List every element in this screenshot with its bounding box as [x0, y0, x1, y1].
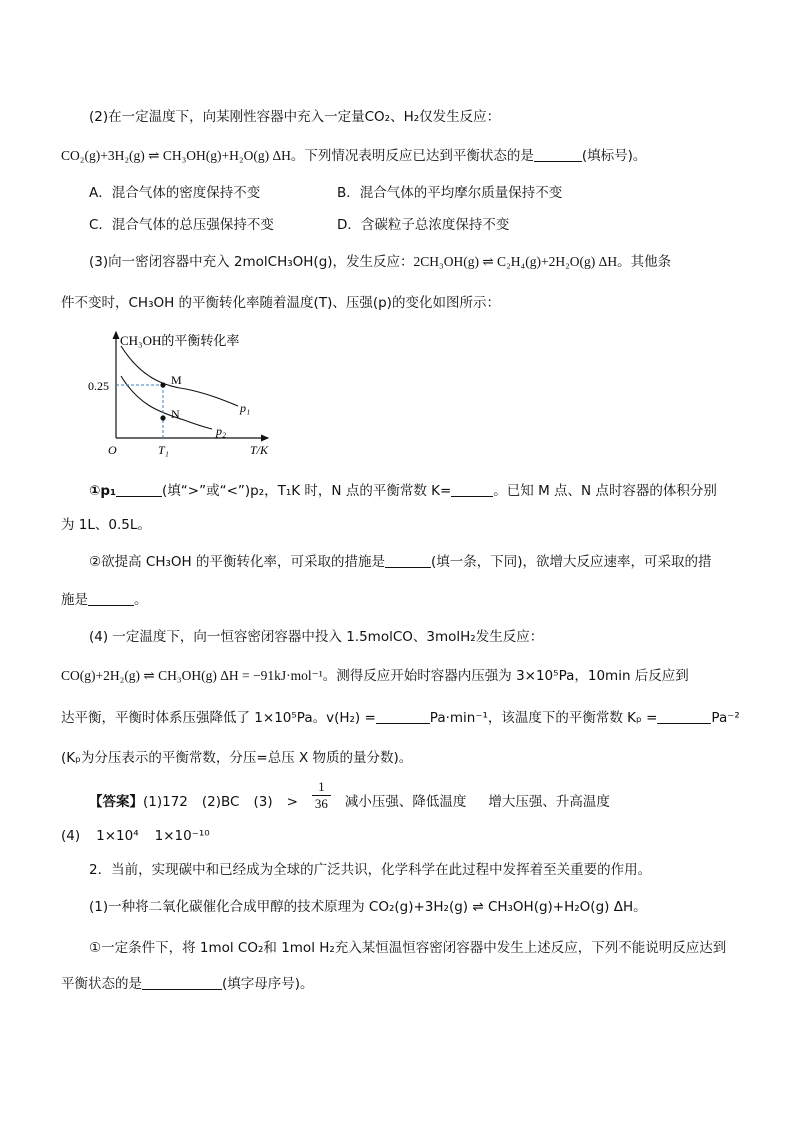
q4-line2-a: 达平衡，平衡时体系压强降低了 1×10⁵Pa。v(H₂) = [61, 710, 376, 726]
answer-part4-b: 1×10⁻¹⁰ [154, 828, 210, 844]
q3-sub2-line2-a: 施是 [61, 592, 88, 608]
q-next-line4-a: 平衡状态的是 [61, 976, 142, 992]
q3-intro-line [89, 252, 671, 272]
q3-sub1-c: 。已知 M 点、N 点时容器的体积分别 [493, 483, 717, 499]
q2-tail: 。下列情况表明反应已达到平衡状态的是 [290, 148, 534, 164]
q-next-line4-b: (填字母序号)。 [222, 976, 314, 992]
q4-line1 [61, 666, 689, 686]
q2-option-c: C．混合气体的总压强保持不变 [89, 217, 274, 233]
q4-line1-b: 。测得反应开始时容器内压强为 3×10⁵Pa，10min 后反应到 [322, 668, 689, 684]
answer-part3: (3) [253, 794, 273, 810]
q4-line2-b: Pa·min⁻¹，该温度下的平衡常数 Kₚ = [429, 710, 658, 726]
answer-frac-num: 1 [312, 779, 331, 796]
answer-fraction [312, 779, 331, 812]
answer-part1: (1)172 [143, 794, 188, 810]
q2-option-b: B．混合气体的平均摩尔质量保持不变 [337, 185, 563, 201]
q2-option-d: D．含碳粒子总浓度保持不变 [337, 217, 510, 233]
series-p1-label: p₁ [240, 401, 251, 415]
q3-intro: (3)向一密闭容器中充入 2molCH₃OH(g)，发生反应： [89, 254, 414, 270]
q3-sub1-blank2[interactable] [451, 481, 493, 497]
answer-label: 【答案】 [89, 794, 143, 810]
q2-option-a: A．混合气体的密度保持不变 [89, 185, 261, 201]
q4-line3: (Kₚ为分压表示的平衡常数，分压=总压 X 物质的量分数)。 [61, 750, 413, 766]
q3-sub2-b: (填一条，下同)，欲增大反应速率，可采取的措 [430, 554, 712, 570]
q3-sub2-line2 [61, 590, 148, 610]
q4-intro: (4) 一定温度下，向一恒容密闭容器中投入 1.5molCO、3molH₂发生反应： [89, 629, 544, 645]
q3-sub2-blank1[interactable] [385, 552, 431, 568]
q3-line2: 件不变时，CH₃OH 的平衡转化率随着温度(T)、压强(p)的变化如图所示： [61, 295, 500, 311]
q3-sub1-line2: 为 1L、0.5L。 [61, 517, 151, 533]
q4-line2 [61, 708, 740, 728]
q-next-line1: 2．当前，实现碳中和已经成为全球的广泛共识，化学科学在此过程中发挥着至关重要的作用。 [89, 862, 652, 878]
answer-part4: (4) [61, 828, 81, 844]
q3-intro-end: 。其他条 [617, 254, 672, 270]
answer-part3-c: 增大压强、升高温度 [488, 794, 610, 810]
q3-sub2-a: ②欲提高 CH₃OH 的平衡转化率，可采取的措施是 [89, 554, 385, 570]
q4-blank-rate[interactable] [376, 708, 430, 724]
q3-sub2-line2-b: 。 [134, 592, 148, 608]
x-tick-label: T₁ [158, 443, 169, 457]
answer-part4-a: 1×10⁴ [96, 828, 139, 844]
origin-label: O [108, 443, 117, 457]
point-n-label: N [171, 407, 180, 421]
chart-title: CH₃OH的平衡转化率 [120, 333, 240, 348]
answer-line2 [61, 826, 210, 846]
answer-part2: (2)BC [201, 794, 240, 810]
q-next-line2: (1)一种将二氧化碳催化合成甲醇的技术原理为 CO₂(g)+3H₂(g) ⇌ CH₃OH(g)+H₂O(g) ΔH。 [89, 899, 647, 915]
q-next-blank[interactable] [142, 974, 222, 990]
series-p2-label: p₂ [216, 424, 227, 438]
q2-answer-blank[interactable] [534, 146, 582, 162]
q4-blank-kp[interactable] [657, 708, 711, 724]
q2-intro: (2)在一定温度下，向某刚性容器中充入一定量CO₂、H₂仅发生反应： [89, 109, 501, 125]
answer-line [89, 778, 610, 812]
point-m [160, 382, 165, 387]
point-m-label: M [171, 373, 182, 387]
q2-equation: CO₂(g)+3H₂(g) ⇌ CH₃OH(g)+H₂O(g) ΔH [61, 148, 291, 163]
y-tick-label: 0.25 [88, 379, 109, 393]
q2-tail-end: (填标号)。 [581, 148, 647, 164]
q3-equation: 2CH₃OH(g) ⇌ C₂H₄(g)+2H₂O(g) ΔH [413, 254, 618, 269]
q3-sub1 [89, 481, 717, 501]
q3-sub1-blank1[interactable] [116, 481, 162, 497]
conversion-chart [88, 326, 280, 462]
answer-part3-sign: > [286, 794, 298, 810]
answer-part3-b: 减小压强、降低温度 [344, 794, 467, 810]
q3-sub2-blank2[interactable] [88, 590, 134, 606]
q4-line2-c: Pa⁻² [711, 710, 740, 726]
point-n [160, 415, 165, 420]
curve-p2 [121, 376, 212, 429]
q-next-line4 [61, 974, 314, 994]
q3-sub1-b: (填“>”或“<”)p₂，T₁K 时，N 点的平衡常数 K= [162, 483, 452, 499]
q3-sub2 [89, 552, 712, 572]
q4-equation: CO(g)+2H₂(g) ⇌ CH₃OH(g) ΔH = −91kJ·mol⁻¹ [61, 668, 323, 683]
q2-equation-line [61, 146, 646, 166]
q-next-line3: ①一定条件下，将 1mol CO₂和 1mol H₂充入某恒温恒容密闭容器中发生上述反应，下列不能说明反应达到 [89, 940, 727, 956]
q3-sub1-a: ①p₁ [89, 483, 117, 499]
x-axis-label: T/K [250, 443, 269, 457]
answer-frac-den: 36 [314, 795, 328, 811]
